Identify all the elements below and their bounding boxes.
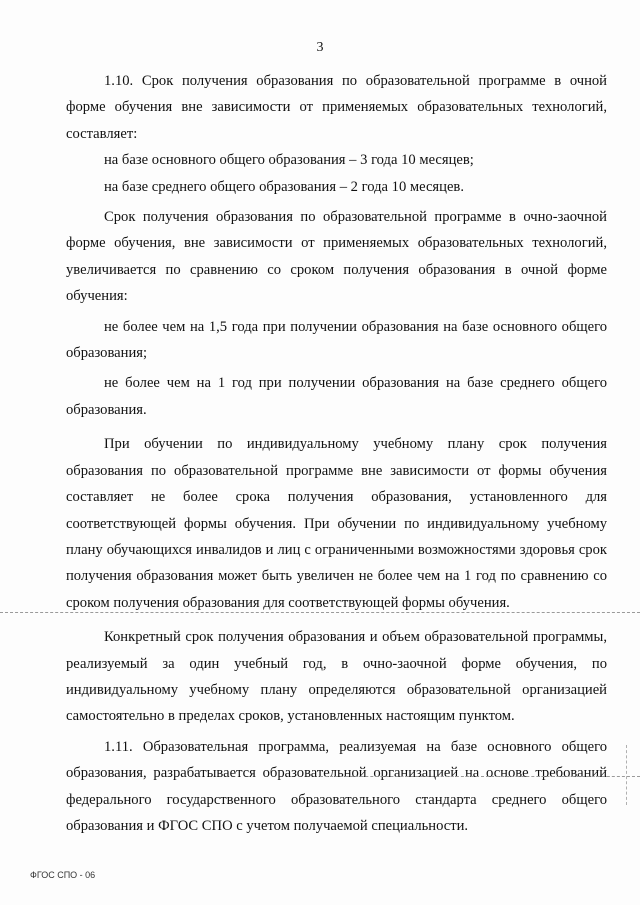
document-body (66, 68, 607, 839)
paragraph-1-10: 1.10. Срок получения образования по образовательной программе в очной форме обучения вне зависимости от применяемых образовательных технологий, составляет: (66, 73, 607, 142)
scan-artifact-line (626, 745, 627, 805)
scan-artifact-line (0, 612, 640, 613)
paragraph-secondary-education-term: на базе среднего общего образования – 2 года 10 месяцев. (104, 178, 464, 195)
paragraph-individual-plan: При обучении по индивидуальному учебному плану срок получения образования по образовательной программе вне зависимости от формы обучения составляет не более срока получения образования, установленного для соответствующей формы обучения. При обучении по индивидуальному учебному плану обучающихся инвалидов и лиц с ограниченными возможностями здоровья срок получения образования может быть увеличен не более чем на 1 год по сравнению со сроком получения образования для соответствующей формы обучения. (66, 436, 607, 611)
paragraph-part-time-secondary: не более чем на 1 год при получении образования на базе среднего общего образования. (66, 375, 607, 418)
footer-document-code: ФГОС СПО - 06 (30, 870, 96, 880)
paragraph-part-time-term: Срок получения образования по образовательной программе в очно-заочной форме обучения, вне зависимости от применяемых образовательных технологий, увеличивается по сравнению со сроком получения образования в очной форме обучения: (66, 209, 607, 305)
paragraph-specific-term: Конкретный срок получения образования и объем образовательной программы, реализуемый за один учебный год, в очно-заочной форме обучения, по индивидуальному учебному плану определяются образовательной организацией самостоятельно в пределах сроков, установленных настоящим пунктом. (66, 629, 607, 725)
paragraph-part-time-basic: не более чем на 1,5 года при получении образования на базе основного общего образования; (66, 318, 607, 362)
page-number: 3 (316, 40, 324, 55)
scan-artifact-line (320, 776, 640, 777)
paragraph-basic-education-term: на базе основного общего образования – 3 года 10 месяцев; (104, 152, 474, 169)
paragraph-1-11: 1.11. Образовательная программа, реализуемая на базе основного общего образования, разрабатывается образовательной организацией на основе требований федерального государственного образовательного стандарта среднего общего образования и ФГОС СПО с учетом получаемой специальности. (66, 738, 607, 834)
